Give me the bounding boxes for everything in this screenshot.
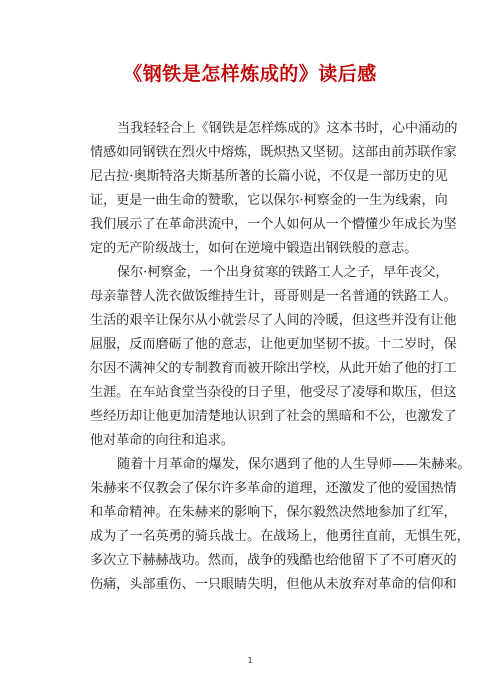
text-line: 伤痛，头部重伤、一只眼睛失明，但他从未放弃对革命的信仰和 [90, 577, 457, 592]
text-line: 生活的艰辛让保尔从小就尝尽了人间的冷暖，但这些并没有让他 [90, 313, 457, 328]
text-line: 母亲靠替人洗衣做饭维持生计，哥哥则是一名普通的铁路工人。 [90, 289, 457, 304]
document-title: 《钢铁是怎样炼成的》读后感 [123, 63, 377, 85]
paragraph-1 [90, 117, 458, 261]
text-line: 些经历却让他更加清楚地认识到了社会的黑暗和不公，也激发了 [90, 409, 457, 424]
text-line: 朱赫来不仅教会了保尔许多革命的道理，还激发了他的爱国热情 [90, 481, 457, 496]
text-line: 和革命精神。在朱赫来的影响下，保尔毅然决然地参加了红军， [90, 505, 457, 520]
text-line: 保尔·柯察金，一个出身贫寒的铁路工人之子，早年丧父， [117, 265, 449, 280]
text-line: 他对革命的向往和追求。 [90, 433, 235, 448]
document-body [90, 117, 471, 597]
paragraph-3 [90, 453, 471, 597]
paragraph-2 [90, 261, 457, 453]
text-line: 随着十月革命的爆发，保尔遇到了他的人生导师——朱赫来。 [117, 457, 471, 472]
text-line: 我们展示了在革命洪流中，一个人如何从一个懵懂少年成长为坚 [90, 217, 457, 232]
text-line: 定的无产阶级战士，如何在逆境中锻造出钢铁般的意志。 [90, 241, 418, 256]
text-line: 屈服，反而磨砺了他的意志，让他更加坚韧不拔。十二岁时，保 [90, 337, 457, 352]
text-line: 证，更是一曲生命的赞歌，它以保尔·柯察金的一生为线索，向 [90, 193, 448, 208]
text-line: 生涯。在车站食堂当杂役的日子里，他受尽了凌辱和欺压，但这 [90, 385, 457, 400]
text-line: 多次立下赫赫战功。然而，战争的残酷也给他留下了不可磨灭的 [90, 553, 457, 568]
text-line: 情感如同钢铁在烈火中熔炼，既炽热又坚韧。这部由前苏联作家 [90, 145, 457, 160]
text-line: 尔因不满神父的专制教育而被开除出学校，从此开始了他的打工 [90, 361, 457, 376]
text-line: 成为了一名英勇的骑兵战士。在战场上，他勇往直前，无惧生死， [90, 529, 470, 544]
page-number: 1 [247, 656, 253, 665]
text-line: 尼古拉·奥斯特洛夫斯基所著的长篇小说，不仅是一部历史的见 [90, 169, 448, 184]
text-line: 当我轻轻合上《钢铁是怎样炼成的》这本书时，心中涌动的 [117, 121, 458, 136]
